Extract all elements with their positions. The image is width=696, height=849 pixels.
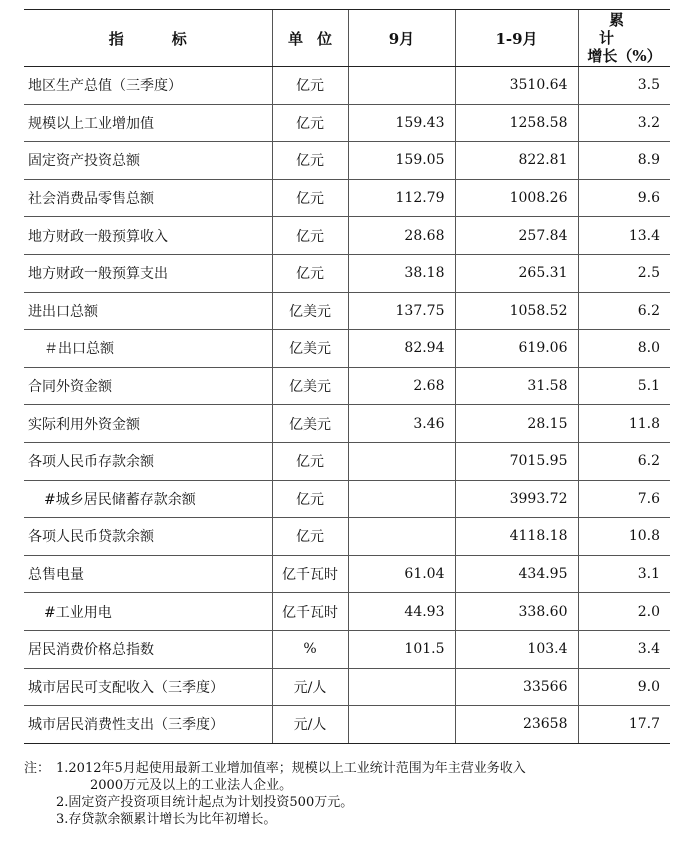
table-row: [24, 217, 670, 255]
row-unit: 亿元: [272, 217, 348, 255]
row-name: 各项人民币贷款余额: [24, 518, 272, 556]
row-ytd: 4118.18: [455, 518, 578, 556]
table-row: [24, 67, 670, 105]
row-growth: 10.8: [578, 518, 670, 556]
row-unit: 亿元: [272, 67, 348, 105]
row-name: #工业用电: [24, 593, 272, 631]
table-row: [24, 668, 670, 706]
row-month: [348, 442, 455, 480]
row-growth: 2.0: [578, 593, 670, 631]
statistics-table: [24, 9, 670, 744]
row-unit: 元/人: [272, 706, 348, 744]
footnote-1: [24, 760, 674, 777]
row-unit: 亿元: [272, 142, 348, 180]
header-growth-line2: 增长（%）: [587, 47, 662, 65]
row-unit: 亿元: [272, 179, 348, 217]
header-growth-line1: 累计: [598, 11, 660, 47]
row-month: 112.79: [348, 179, 455, 217]
table-row: [24, 555, 670, 593]
row-name: 总售电量: [24, 555, 272, 593]
row-month: 82.94: [348, 330, 455, 368]
row-unit: 亿千瓦时: [272, 593, 348, 631]
row-growth: 11.8: [578, 405, 670, 443]
header-month: 9月: [348, 10, 455, 67]
footnote-1-continued: 2000万元及以上的工业法人企业。: [90, 778, 293, 793]
table-row: [24, 292, 670, 330]
row-growth: 9.6: [578, 179, 670, 217]
row-name: 地区生产总值（三季度）: [24, 67, 272, 105]
row-unit: 元/人: [272, 668, 348, 706]
row-growth: 7.6: [578, 480, 670, 518]
row-ytd: 28.15: [455, 405, 578, 443]
table-row: [24, 706, 670, 744]
row-month: 101.5: [348, 630, 455, 668]
row-month: 44.93: [348, 593, 455, 631]
table-row: [24, 367, 670, 405]
footnote-1-text: 1.2012年5月起使用最新工业增加值率；规模以上工业统计范围为年主营业务收入: [56, 761, 526, 776]
footnote-3: 3.存贷款余额累计增长为比年初增长。: [56, 812, 277, 827]
row-ytd: 3993.72: [455, 480, 578, 518]
row-month: 159.43: [348, 104, 455, 142]
row-growth: 8.0: [578, 330, 670, 368]
row-ytd: 7015.95: [455, 442, 578, 480]
row-month: [348, 480, 455, 518]
row-month: 38.18: [348, 254, 455, 292]
row-growth: 9.0: [578, 668, 670, 706]
row-month: 137.75: [348, 292, 455, 330]
row-unit: 亿美元: [272, 292, 348, 330]
header-growth: [578, 10, 670, 67]
table-row: [24, 442, 670, 480]
row-ytd: 33566: [455, 668, 578, 706]
row-unit: 亿美元: [272, 405, 348, 443]
footnote-2: 2.固定资产投资项目统计起点为计划投资500万元。: [56, 795, 354, 810]
row-growth: 3.4: [578, 630, 670, 668]
row-name: 进出口总额: [24, 292, 272, 330]
table-row: [24, 630, 670, 668]
row-unit: 亿元: [272, 442, 348, 480]
row-name: ＃出口总额: [24, 330, 272, 368]
row-name: 各项人民币存款余额: [24, 442, 272, 480]
row-growth: 5.1: [578, 367, 670, 405]
row-name: #城乡居民储蓄存款余额: [24, 480, 272, 518]
table-row: [24, 142, 670, 180]
header-unit: 单位: [272, 10, 348, 67]
row-ytd: 265.31: [455, 254, 578, 292]
row-name: 地方财政一般预算收入: [24, 217, 272, 255]
row-ytd: 31.58: [455, 367, 578, 405]
row-ytd: 1058.52: [455, 292, 578, 330]
row-ytd: 434.95: [455, 555, 578, 593]
row-ytd: 338.60: [455, 593, 578, 631]
row-month: [348, 668, 455, 706]
row-name: 规模以上工业增加值: [24, 104, 272, 142]
table-row: [24, 405, 670, 443]
row-name: 城市居民可支配收入（三季度）: [24, 668, 272, 706]
row-name: 地方财政一般预算支出: [24, 254, 272, 292]
row-growth: 3.2: [578, 104, 670, 142]
row-unit: 亿美元: [272, 330, 348, 368]
row-unit: 亿元: [272, 518, 348, 556]
row-growth: 3.1: [578, 555, 670, 593]
row-unit: 亿元: [272, 254, 348, 292]
row-ytd: 103.4: [455, 630, 578, 668]
table-row: [24, 518, 670, 556]
row-month: 2.68: [348, 367, 455, 405]
row-ytd: 619.06: [455, 330, 578, 368]
row-ytd: 23658: [455, 706, 578, 744]
row-name: 居民消费价格总指数: [24, 630, 272, 668]
footnotes: [24, 760, 674, 828]
header-ytd: 1-9月: [455, 10, 578, 67]
row-month: [348, 706, 455, 744]
row-ytd: 1008.26: [455, 179, 578, 217]
row-growth: 6.2: [578, 292, 670, 330]
row-growth: 13.4: [578, 217, 670, 255]
table-row: [24, 254, 670, 292]
table-row: [24, 330, 670, 368]
row-growth: 3.5: [578, 67, 670, 105]
table-row: [24, 593, 670, 631]
row-unit: %: [272, 630, 348, 668]
row-growth: 8.9: [578, 142, 670, 180]
row-unit: 亿元: [272, 480, 348, 518]
row-name: 社会消费品零售总额: [24, 179, 272, 217]
row-month: [348, 518, 455, 556]
row-ytd: 1258.58: [455, 104, 578, 142]
row-ytd: 3510.64: [455, 67, 578, 105]
header-indicator: 指标: [24, 10, 272, 67]
row-month: 28.68: [348, 217, 455, 255]
row-growth: 17.7: [578, 706, 670, 744]
row-unit: 亿千瓦时: [272, 555, 348, 593]
footnote-prefix: 注：: [24, 761, 51, 776]
row-name: 合同外资金额: [24, 367, 272, 405]
row-growth: 6.2: [578, 442, 670, 480]
row-name: 固定资产投资总额: [24, 142, 272, 180]
table-header-row: [24, 10, 670, 67]
row-name: 实际利用外资金额: [24, 405, 272, 443]
row-month: 61.04: [348, 555, 455, 593]
table-row: [24, 179, 670, 217]
row-month: [348, 67, 455, 105]
table-row: [24, 480, 670, 518]
row-ytd: 822.81: [455, 142, 578, 180]
row-month: 3.46: [348, 405, 455, 443]
row-name: 城市居民消费性支出（三季度）: [24, 706, 272, 744]
row-month: 159.05: [348, 142, 455, 180]
table-row: [24, 104, 670, 142]
row-ytd: 257.84: [455, 217, 578, 255]
row-growth: 2.5: [578, 254, 670, 292]
row-unit: 亿元: [272, 104, 348, 142]
row-unit: 亿美元: [272, 367, 348, 405]
